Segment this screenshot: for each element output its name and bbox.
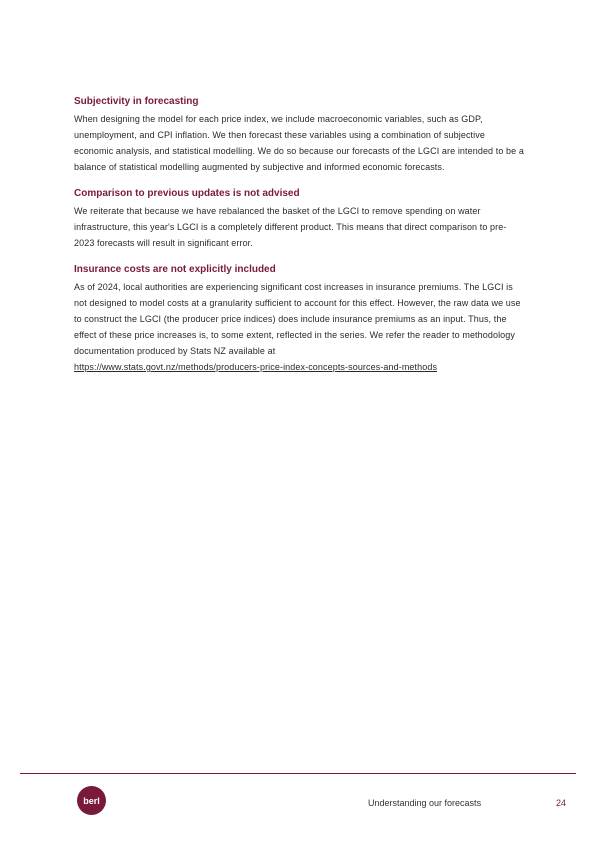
- footer-divider: [20, 773, 576, 774]
- footer-title: Understanding our forecasts: [368, 798, 482, 808]
- section-heading: Insurance costs are not explicitly included: [74, 264, 276, 275]
- section-comparison: [74, 187, 526, 251]
- paragraph-text: As of 2024, local authorities are experiencing significant cost increases in insurance premiums. The LGCI is not designed to model costs at a granularity sufficient to account for this effect. However, the raw data we use to construct the LGCI (the producer price indices) does include insurance premiums as an input. Thus, the effect of these price increases is, to some extent, reflected in the series. We refer the reader to methodology documentation produced by Stats NZ available at: [74, 282, 521, 356]
- berl-logo: [77, 786, 106, 815]
- section-heading: Comparison to previous updates is not advised: [74, 188, 300, 199]
- main-content: [74, 95, 526, 387]
- section-paragraph: We reiterate that because we have rebalanced the basket of the LGCI to remove spending on water infrastructure, this year's LGCI is a completely different product. This means that direct comparison to pre-2023 forecasts will result in significant error.: [74, 206, 507, 248]
- section-paragraph: When designing the model for each price index, we include macroeconomic variables, such as GDP, unemployment, and CPI inflation. We then forecast these variables using a combination of subjective economic analysis, and statistical modelling. We do so because our forecasts of the LGCI are intended to be a balance of statistical modelling augmented by subjective and informed economic forecasts.: [74, 114, 524, 172]
- section-paragraph: [74, 279, 526, 375]
- section-insurance: [74, 263, 526, 375]
- page-number: 24: [556, 798, 567, 808]
- section-heading: Subjectivity in forecasting: [74, 96, 199, 107]
- section-subjectivity: [74, 95, 526, 175]
- logo-text: berl: [83, 795, 100, 806]
- stats-nz-link[interactable]: https://www.stats.govt.nz/methods/producers-price-index-concepts-sources-and-methods: [74, 362, 438, 372]
